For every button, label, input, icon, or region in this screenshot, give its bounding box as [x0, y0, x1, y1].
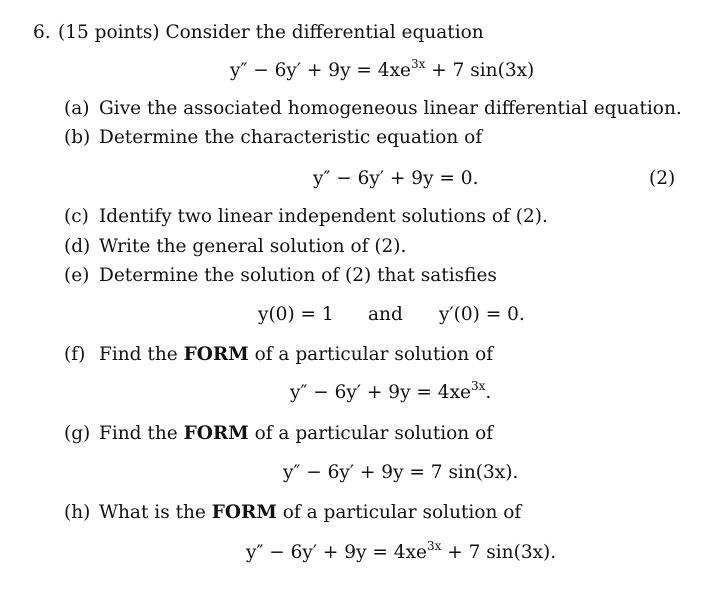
- part-a-text: Give the associated homogeneous linear differential equation.: [99, 98, 682, 119]
- part-c-text: Identify two linear independent solutions of (2).: [99, 206, 548, 227]
- part-g-text: [99, 425, 493, 444]
- part-d-label: (d): [64, 236, 91, 257]
- problem-number: 6.: [33, 22, 51, 43]
- part-f-eq-lhs: y″ − 6y′ + 9y = 4xe: [290, 382, 471, 403]
- main-equation-lhs: y″ − 6y′ + 9y = 4xe: [230, 60, 411, 81]
- part-g-pre: Find the: [99, 423, 184, 444]
- part-g-bold: FORM: [183, 423, 249, 444]
- part-h-eq-rhs: + 7 sin(3x).: [441, 542, 557, 563]
- part-g-post: of a particular solution of: [248, 423, 494, 444]
- part-h-text: [99, 504, 521, 523]
- main-equation: [230, 57, 535, 81]
- part-h-eq-exponent: 3x: [426, 539, 442, 553]
- part-f-equation: [290, 379, 492, 403]
- part-b-text: Determine the characteristic equation of: [99, 127, 483, 148]
- part-f-text: [99, 346, 493, 365]
- part-f-pre: Find the: [99, 344, 184, 365]
- part-e-label: (e): [64, 265, 90, 286]
- part-h-equation: [246, 539, 557, 563]
- part-f-bold: FORM: [183, 344, 249, 365]
- part-e-and: and: [368, 304, 403, 325]
- part-c-label: (c): [64, 206, 89, 227]
- part-a-label: (a): [64, 98, 90, 119]
- part-h-bold: FORM: [211, 502, 277, 523]
- part-e-condition-1: y(0) = 1: [258, 304, 334, 325]
- main-equation-exponent: 3x: [410, 57, 426, 71]
- part-h-pre: What is the: [99, 502, 212, 523]
- part-b-equation: y″ − 6y′ + 9y = 0.: [313, 168, 479, 189]
- part-h-post: of a particular solution of: [276, 502, 522, 523]
- part-f-post: of a particular solution of: [248, 344, 494, 365]
- part-b-label: (b): [64, 127, 91, 148]
- part-f-label: (f): [64, 344, 86, 365]
- part-h-label: (h): [64, 502, 91, 523]
- part-e-text: Determine the solution of (2) that satisfies: [99, 265, 497, 286]
- part-d-text: Write the general solution of (2).: [99, 236, 407, 257]
- main-equation-rhs: + 7 sin(3x): [425, 60, 535, 81]
- part-f-eq-end: .: [485, 382, 492, 403]
- part-f-eq-exponent: 3x: [470, 379, 486, 393]
- part-g-label: (g): [64, 423, 91, 444]
- part-g-equation: y″ − 6y′ + 9y = 7 sin(3x).: [283, 462, 519, 483]
- part-e-condition-2: y′(0) = 0.: [439, 304, 525, 325]
- part-h-eq-lhs: y″ − 6y′ + 9y = 4xe: [246, 542, 427, 563]
- problem-header: (15 points) Consider the differential equation: [58, 22, 484, 43]
- equation-number: (2): [649, 168, 676, 189]
